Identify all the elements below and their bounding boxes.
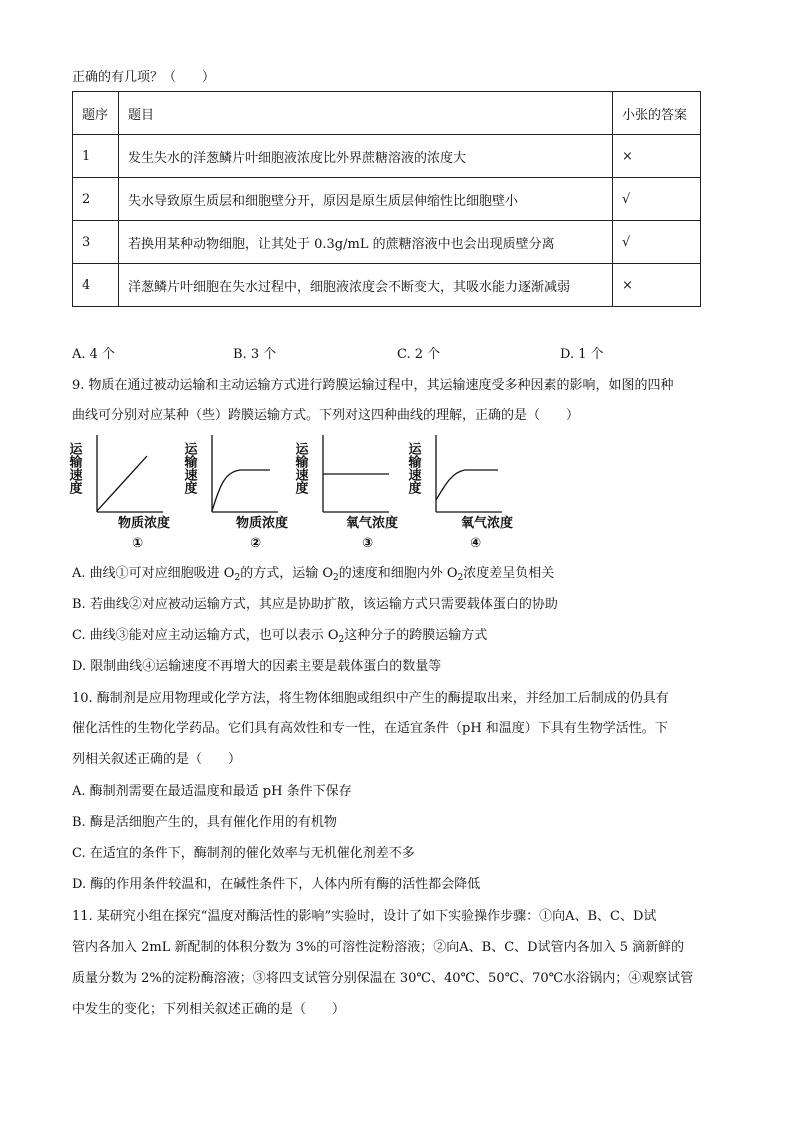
table-row bbox=[73, 135, 701, 178]
q9-option-b: B. 若曲线②对应被动运输方式，其应是协助扩散，该运输方式只需要载体蛋白的协助 bbox=[72, 597, 558, 612]
table-header-row bbox=[73, 92, 701, 135]
table-row bbox=[73, 221, 701, 264]
graph-2-xlabel: 物质浓度 bbox=[236, 516, 289, 531]
table-cell: × bbox=[613, 135, 701, 178]
q10-stem-line2: 催化活性的生物化学药品。它们具有高效性和专一性，在适宜条件（pH 和温度）下具有生物学活性。下 bbox=[72, 721, 668, 736]
transport-curves-figure bbox=[66, 430, 540, 555]
q10-option-c: C. 在适宜的条件下，酶制剂的催化效率与无机催化剂差不多 bbox=[72, 846, 415, 861]
curve-saturating bbox=[212, 470, 270, 511]
q10-option-b: B. 酶是活细胞产生的，具有催化作用的有机物 bbox=[72, 815, 337, 830]
graph-2-ylabel: 运输速度 bbox=[181, 442, 197, 494]
graph-1 bbox=[67, 435, 171, 551]
graph-3 bbox=[293, 435, 399, 551]
q11-stem-line2: 管内各加入 2mL 新配制的体积分数为 3%的可溶性淀粉溶液；②向A、B、C、D试管内各加入 5 滴新鲜的 bbox=[72, 940, 685, 955]
table-cell: 洋葱鳞片叶细胞在失水过程中，细胞液浓度会不断变大，其吸水能力逐渐减弱 bbox=[119, 264, 613, 307]
q9-option-a: A. 曲线①可对应细胞吸进 $O_2$的方式，运输 $O_2$的速度和细胞内外 $O_2$浓度差呈负相关 bbox=[72, 566, 555, 583]
table-cell: 4 bbox=[73, 264, 119, 307]
q9-option-c: C. 曲线③能对应主动运输方式，也可以表示 $O_2$这种分子的跨膜运输方式 bbox=[72, 628, 488, 645]
graph-4-xlabel: 氧气浓度 bbox=[461, 516, 514, 531]
q9-stem-line1: 9. 物质在通过被动运输和主动运输方式进行跨膜运输过程中，其运输速度受多种因素的影响，如图的四种 bbox=[72, 378, 674, 393]
table-cell: 失水导致原生质层和细胞壁分开，原因是原生质层伸缩性比细胞壁小 bbox=[119, 178, 613, 221]
q9-stem-line2: 曲线可分别对应某种（些）跨膜运输方式。下列对这四种曲线的理解，正确的是（ ） bbox=[72, 408, 580, 423]
answer-table bbox=[72, 91, 701, 307]
graph-4-number: ④ bbox=[470, 536, 482, 551]
table-row bbox=[73, 178, 701, 221]
q8-option-a: A. 4 个 bbox=[72, 347, 116, 362]
q11-stem-line3: 质量分数为 2%的淀粉酶溶液；③将四支试管分别保温在 30℃、40℃、50℃、70℃水浴锅内；④观察试管 bbox=[72, 971, 694, 986]
curve-linear bbox=[97, 456, 147, 511]
table-cell: × bbox=[613, 264, 701, 307]
q11-stem-line4: 中发生的变化；下列相关叙述正确的是（ ） bbox=[72, 1002, 346, 1017]
q11-stem-line1: 11. 某研究小组在探究“温度对酶活性的影响”实验时，设计了如下实验操作步骤：①向A、B、C、D试 bbox=[72, 909, 657, 924]
graph-2-number: ② bbox=[250, 536, 262, 551]
table-header-cell: 题序 bbox=[73, 92, 119, 135]
table-row bbox=[73, 264, 701, 307]
table-cell: 3 bbox=[73, 221, 119, 264]
curve-saturating-offset bbox=[436, 470, 498, 500]
table-cell: 1 bbox=[73, 135, 119, 178]
question-8-tail: 正确的有几项？（ ） bbox=[72, 70, 216, 85]
q8-option-d: D. 1 个 bbox=[560, 347, 604, 362]
graph-1-xlabel: 物质浓度 bbox=[118, 516, 171, 531]
q10-option-a: A. 酶制剂需要在最适温度和最适 pH 条件下保存 bbox=[72, 784, 352, 799]
graph-4-ylabel: 运输速度 bbox=[405, 442, 421, 494]
graph-3-number: ③ bbox=[362, 536, 374, 551]
table-cell: 2 bbox=[73, 178, 119, 221]
table-cell: √ bbox=[613, 178, 701, 221]
graph-4 bbox=[406, 435, 514, 551]
q10-option-d: D. 酶的作用条件较温和，在碱性条件下，人体内所有酶的活性都会降低 bbox=[72, 877, 481, 892]
table-header-cell: 题目 bbox=[119, 92, 613, 135]
graph-1-ylabel: 运输速度 bbox=[66, 442, 82, 494]
table-cell: 发生失水的洋葱鳞片叶细胞液浓度比外界蔗糖溶液的浓度大 bbox=[119, 135, 613, 178]
q9-option-d: D. 限制曲线④运输速度不再增大的因素主要是载体蛋白的数量等 bbox=[72, 659, 442, 674]
graph-3-xlabel: 氧气浓度 bbox=[346, 516, 399, 531]
table-cell: √ bbox=[613, 221, 701, 264]
graph-3-ylabel: 运输速度 bbox=[292, 442, 308, 494]
graph-2 bbox=[182, 435, 289, 551]
table-cell: 若换用某种动物细胞，让其处于 0.3g/mL 的蔗糖溶液中也会出现质壁分离 bbox=[119, 221, 613, 264]
q8-option-b: B. 3 个 bbox=[233, 347, 277, 362]
table-header-cell: 小张的答案 bbox=[613, 92, 701, 135]
q8-option-c: C. 2 个 bbox=[397, 347, 441, 362]
graph-1-number: ① bbox=[132, 536, 144, 551]
q10-stem-line3: 列相关叙述正确的是（ ） bbox=[72, 752, 242, 767]
q10-stem-line1: 10. 酶制剂是应用物理或化学方法，将生物体细胞或组织中产生的酶提取出来，并经加工后制成的仍具有 bbox=[72, 691, 669, 706]
